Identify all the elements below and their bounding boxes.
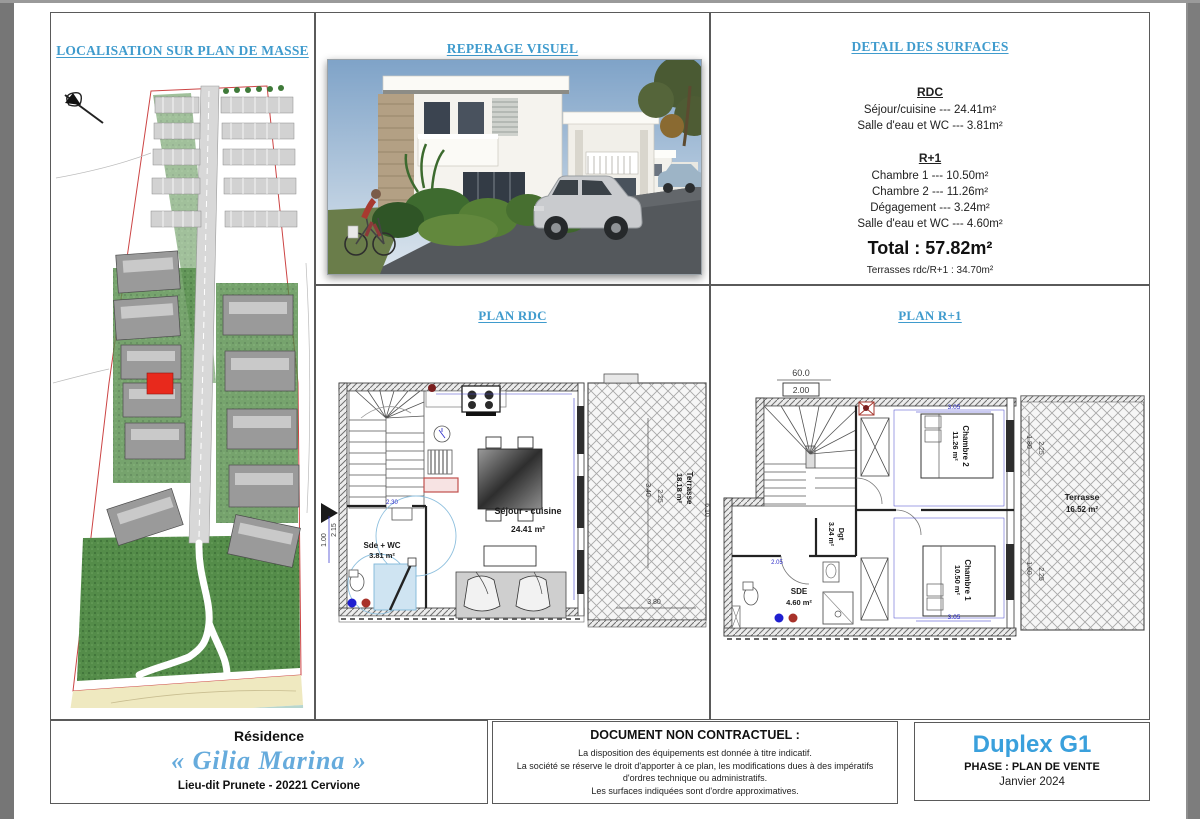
rdc-sde-wc bbox=[347, 496, 456, 614]
rdc-terrasse-label: Terrasse bbox=[685, 471, 694, 505]
residence-label: Résidence bbox=[233, 728, 305, 744]
r1-closets bbox=[861, 418, 889, 620]
r1-dim-225a: 2.25 bbox=[1037, 441, 1044, 455]
r1-dgt-area: 3.24 m² bbox=[827, 521, 834, 547]
rdc-dim-380: 3.80 bbox=[647, 599, 661, 606]
rdc-terrasse-area: 18.18 m² bbox=[675, 472, 684, 504]
r1-terrasse-area: 16.52 m² bbox=[1065, 505, 1099, 514]
plan-rdc-title: PLAN RDC bbox=[478, 308, 547, 323]
disclaimer-line: La société se réserve le droit d'apporter à ce plan, les modifications dues à des impératifs bbox=[516, 760, 874, 771]
r1-dim-305a: 3.05 bbox=[947, 404, 961, 411]
residence-name: « Gilia Marina » bbox=[171, 746, 367, 775]
r1-chambre2 bbox=[894, 404, 1004, 506]
surfaces-title: DETAIL DES SURFACES bbox=[851, 39, 1009, 54]
rdc-sofa bbox=[456, 572, 566, 618]
rdc-sde-label: Sde + WC bbox=[363, 541, 401, 550]
main-building bbox=[378, 76, 569, 212]
rdc-dim-215: 2.15 bbox=[331, 523, 338, 537]
rdc-sejour-area: 24.41 m² bbox=[510, 524, 546, 534]
r1-ch2-area: 11.26 m² bbox=[951, 431, 960, 461]
r1-dim-160: 1.60 bbox=[1025, 561, 1032, 575]
footer-residence-cell bbox=[50, 720, 488, 804]
r1-dim-305b: 3.05 bbox=[947, 614, 961, 621]
reperage-title: REPERAGE VISUEL bbox=[446, 41, 579, 56]
r1-ch1-area: 10.50 m² bbox=[953, 564, 962, 596]
disclaimer-body bbox=[493, 747, 897, 797]
r1-sde-label: SDE bbox=[790, 587, 808, 596]
product-date: Janvier 2024 bbox=[999, 776, 1065, 788]
rdc-staircase bbox=[349, 391, 424, 508]
rdc-sde-area: 3.81 m² bbox=[369, 551, 395, 560]
rdc-sejour-label: Séjour - cuisine bbox=[494, 506, 562, 516]
viewer-right-band bbox=[1186, 0, 1200, 819]
disclaimer-line: Les surfaces indiquées sont d'ordre approximatives. bbox=[591, 785, 799, 796]
surfaces-rdc-heading: RDC bbox=[917, 85, 943, 99]
r1-dim-225b: 2.25 bbox=[1037, 567, 1044, 581]
highlighted-unit bbox=[147, 373, 173, 394]
r1-dim-180: 1.80 bbox=[1025, 435, 1032, 449]
surfaces-r1-heading: R+1 bbox=[918, 151, 942, 165]
footer-disclaimer-cell bbox=[492, 721, 898, 804]
rdc-dims-left bbox=[321, 516, 338, 563]
plan-r1-title: PLAN R+1 bbox=[898, 308, 962, 323]
disclaimer-line: d'ordres technique ou administratifs. bbox=[622, 773, 768, 783]
r1-staircase bbox=[764, 406, 856, 506]
surfaces-rdc-line: Séjour/cuisine --- 24.41m² bbox=[863, 104, 997, 116]
rdc-dim-230: 2.30 bbox=[386, 500, 398, 506]
r1-ch2-label: Chambre 2 bbox=[961, 425, 970, 467]
render-photo-illustration bbox=[328, 60, 701, 274]
surfaces-rdc-line: Salle d'eau et WC --- 3.81m² bbox=[857, 120, 1003, 132]
surfaces-r1-line: Dégagement --- 3.24m² bbox=[870, 202, 990, 214]
reperage-panel bbox=[315, 12, 710, 285]
residence-address: Lieu-dit Prunete - 20221 Cervione bbox=[177, 780, 361, 792]
r1-dim-200: 2.00 bbox=[792, 385, 810, 395]
r1-dgt-label: Dgt bbox=[837, 527, 846, 541]
viewer-top-band bbox=[0, 0, 1200, 3]
rdc-dim-225: 2.25 bbox=[656, 489, 663, 503]
plan-rdc-panel bbox=[315, 285, 710, 720]
site-plan bbox=[51, 83, 316, 708]
north-arrow bbox=[65, 93, 103, 123]
r1-sde-area: 4.60 m² bbox=[786, 598, 812, 607]
disclaimer-title: DOCUMENT NON CONTRACTUEL : bbox=[590, 728, 800, 742]
r1-roof-window bbox=[859, 402, 874, 415]
r1-terrace bbox=[1021, 396, 1144, 630]
plan-rdc-drawing bbox=[316, 358, 711, 663]
r1-chambre1 bbox=[894, 518, 1004, 621]
plan-r1-panel bbox=[710, 285, 1150, 720]
rdc-terrace bbox=[588, 374, 710, 627]
rdc-dim-340: 3.40 bbox=[644, 483, 651, 497]
surfaces-r1-line: Chambre 2 --- 11.26m² bbox=[871, 186, 989, 198]
r1-dgt bbox=[827, 522, 846, 547]
r1-dim-205: 2.05 bbox=[771, 560, 783, 566]
rdc-dim-100: 1.00 bbox=[321, 533, 328, 547]
rdc-entrance-arrow bbox=[321, 503, 338, 523]
viewer-left-band bbox=[0, 0, 14, 819]
r1-top-dims bbox=[777, 368, 831, 396]
surfaces-r1-block bbox=[711, 151, 1149, 276]
plan-r1-drawing bbox=[711, 358, 1151, 663]
surfaces-r1-line: Chambre 1 --- 10.50m² bbox=[871, 170, 989, 182]
r1-dim-600: 60.0 bbox=[792, 368, 810, 378]
surfaces-terraces: Terrasses rdc/R+1 : 34.70m² bbox=[866, 265, 994, 276]
localisation-title: LOCALISATION SUR PLAN DE MASSE bbox=[56, 43, 309, 58]
render-photo bbox=[327, 59, 702, 275]
surfaces-panel bbox=[710, 12, 1150, 285]
product-name: Duplex G1 bbox=[972, 731, 1092, 758]
rdc-low-table bbox=[484, 546, 536, 566]
rdc-dim-610: 6.10 bbox=[703, 503, 710, 517]
r1-sde bbox=[732, 560, 853, 628]
rdc-windows bbox=[577, 406, 584, 594]
surfaces-rdc-block bbox=[711, 85, 1149, 134]
surfaces-total: Total : 57.82m² bbox=[867, 238, 993, 258]
disclaimer-line: La disposition des équipements est donnée à titre indicatif. bbox=[578, 748, 812, 758]
footer-product-cell bbox=[914, 722, 1150, 801]
localisation-panel bbox=[50, 12, 315, 720]
r1-ch1-label: Chambre 1 bbox=[963, 559, 972, 601]
r1-terrasse-label: Terrasse bbox=[1064, 492, 1100, 502]
product-phase: PHASE : PLAN DE VENTE bbox=[964, 761, 1100, 773]
surfaces-r1-line: Salle d'eau et WC --- 4.60m² bbox=[857, 218, 1003, 230]
